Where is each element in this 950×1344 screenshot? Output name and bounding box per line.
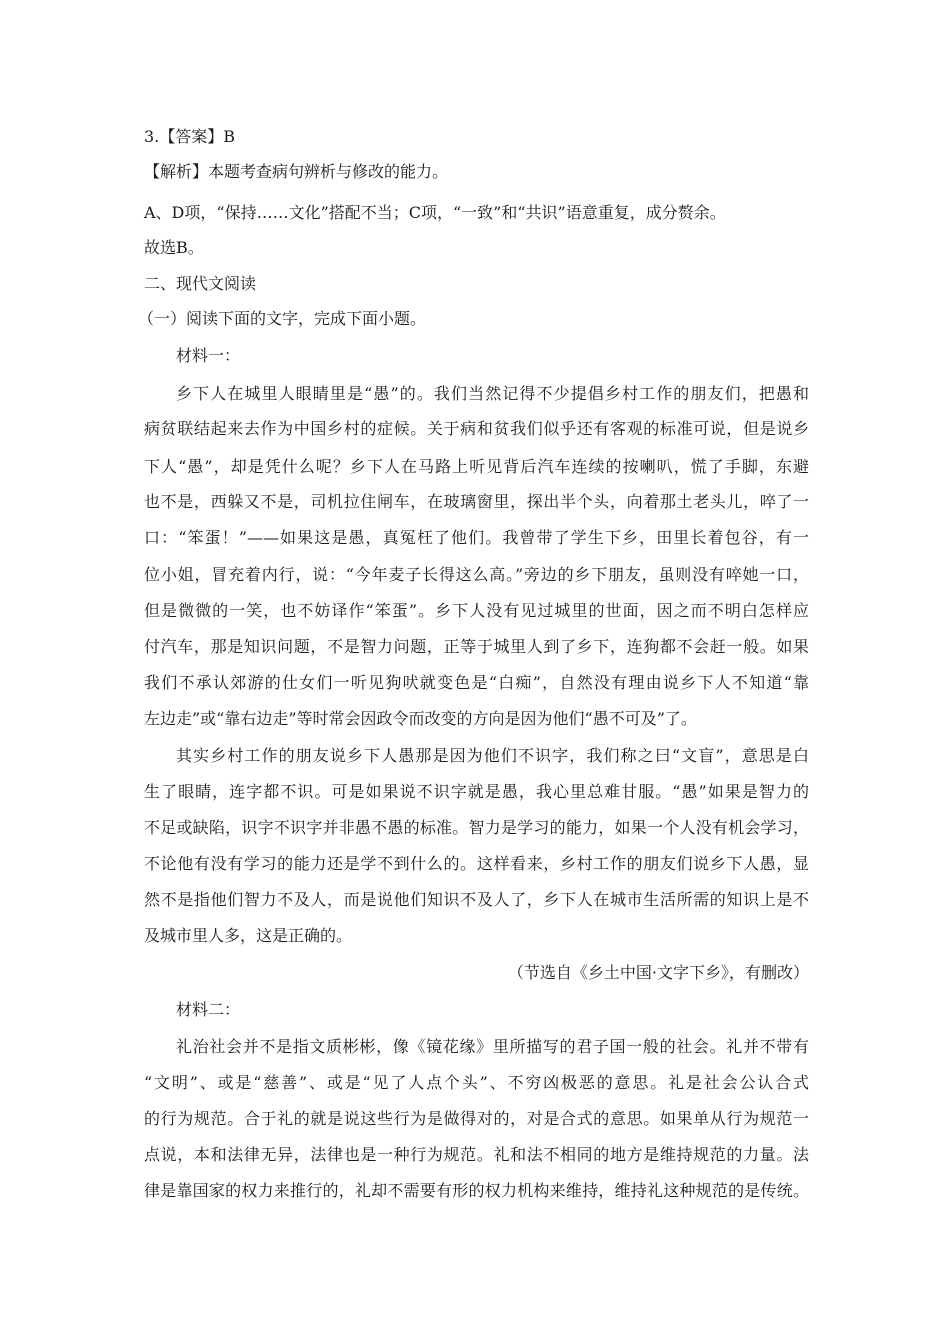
text-line: 然不是指他们智力不及人，而是说他们知识不及人了，乡下人在城市生活所需的知识上是不 [144,890,809,909]
text-line: 但是微微的一笑，也不妨译作“笨蛋”。乡下人没有见过城里的世面，因之而不明白怎样应 [144,601,809,620]
analysis-detail: A、D项，“保持……文化”搭配不当；C项，“一致”和“共识”语意重复，成分赘余。 [144,203,726,222]
text-line: 左边走”或“靠右边走”等时常会因政令而改变的方向是因为他们“愚不可及”了。 [144,709,697,728]
text-line: 不论他有没有学习的能力还是学不到什么的。这样看来，乡村工作的朋友们说乡下人愚，显 [144,854,809,873]
material1-label: 材料一： [176,346,241,365]
source-citation: （节选自《乡土中国·文字下乡》，有删改） [507,963,809,982]
text-line: 礼治社会并不是指文质彬彬，像《镜花缘》里所描写的君子国一般的社会。礼并不带有 [176,1037,809,1056]
analysis-line: 【解析】本题考查病句辨析与修改的能力。 [144,162,449,181]
text-line: 病贫联结起来去作为中国乡村的症候。关于病和贫我们似乎还有客观的标准可说，但是说乡 [144,419,809,438]
text-line: 也不是，西躲又不是，司机拉住闸车，在玻璃窗里，探出半个头，向着那土老头儿，啐了一 [144,492,809,511]
text-line: “文明”、或是“慈善”、或是“见了人点个头”、不穷凶极恶的意思。礼是社会公认合式 [144,1073,809,1092]
section-subheading: （一）阅读下面的文字，完成下面小题。 [138,309,427,328]
text-line: 生了眼睛，连字都不识。可是如果说不识字就是愚，我心里总难甘服。“愚”如果是智力的 [144,782,809,801]
text-line: 下人“愚”，却是凭什么呢？乡下人在马路上听见背后汽车连续的按喇叭，慌了手脚，东避 [144,457,809,476]
text-line: 其实乡村工作的朋友说乡下人愚那是因为他们不识字，我们称之曰“文盲”，意思是白 [176,746,809,765]
text-line: 口：“笨蛋！”——如果这是愚，真冤枉了他们。我曾带了学生下乡，田里长着包谷，有一 [144,528,809,547]
section-heading: 二、现代文阅读 [144,274,257,293]
material2-label: 材料二： [176,1000,241,1019]
text-line: 我们不承认郊游的仕女们一听见狗吠就变色是“白痴”，自然没有理由说乡下人不知道“靠 [144,673,809,692]
text-line: 律是靠国家的权力来推行的，礼却不需要有形的权力机构来维持，维持礼这种规范的是传统。 [144,1181,809,1200]
text-line: 不足或缺陷，识字不识字并非愚不愚的标准。智力是学习的能力，如果一个人没有机会学习， [144,818,809,837]
text-line: 乡下人在城里人眼睛里是“愚”的。我们当然记得不少提倡乡村工作的朋友们，把愚和 [176,384,809,403]
answer-label: 3.【答案】B [144,127,236,146]
conclusion-line: 故选B。 [144,238,204,257]
text-line: 付汽车，那是知识问题，不是智力问题，正等于城里人到了乡下，连狗都不会赶一般。如果 [144,637,809,656]
text-line: 的行为规范。合于礼的就是说这些行为是做得对的，对是合式的意思。如果单从行为规范一 [144,1109,809,1128]
text-line: 位小姐，冒充着内行，说：“今年麦子长得这么高。”旁边的乡下朋友，虽则没有啐她一口， [144,565,809,584]
text-line: 及城市里人多，这是正确的。 [144,926,353,945]
text-line: 点说，本和法律无异，法律也是一种行为规范。礼和法不相同的地方是维持规范的力量。法 [144,1145,809,1164]
